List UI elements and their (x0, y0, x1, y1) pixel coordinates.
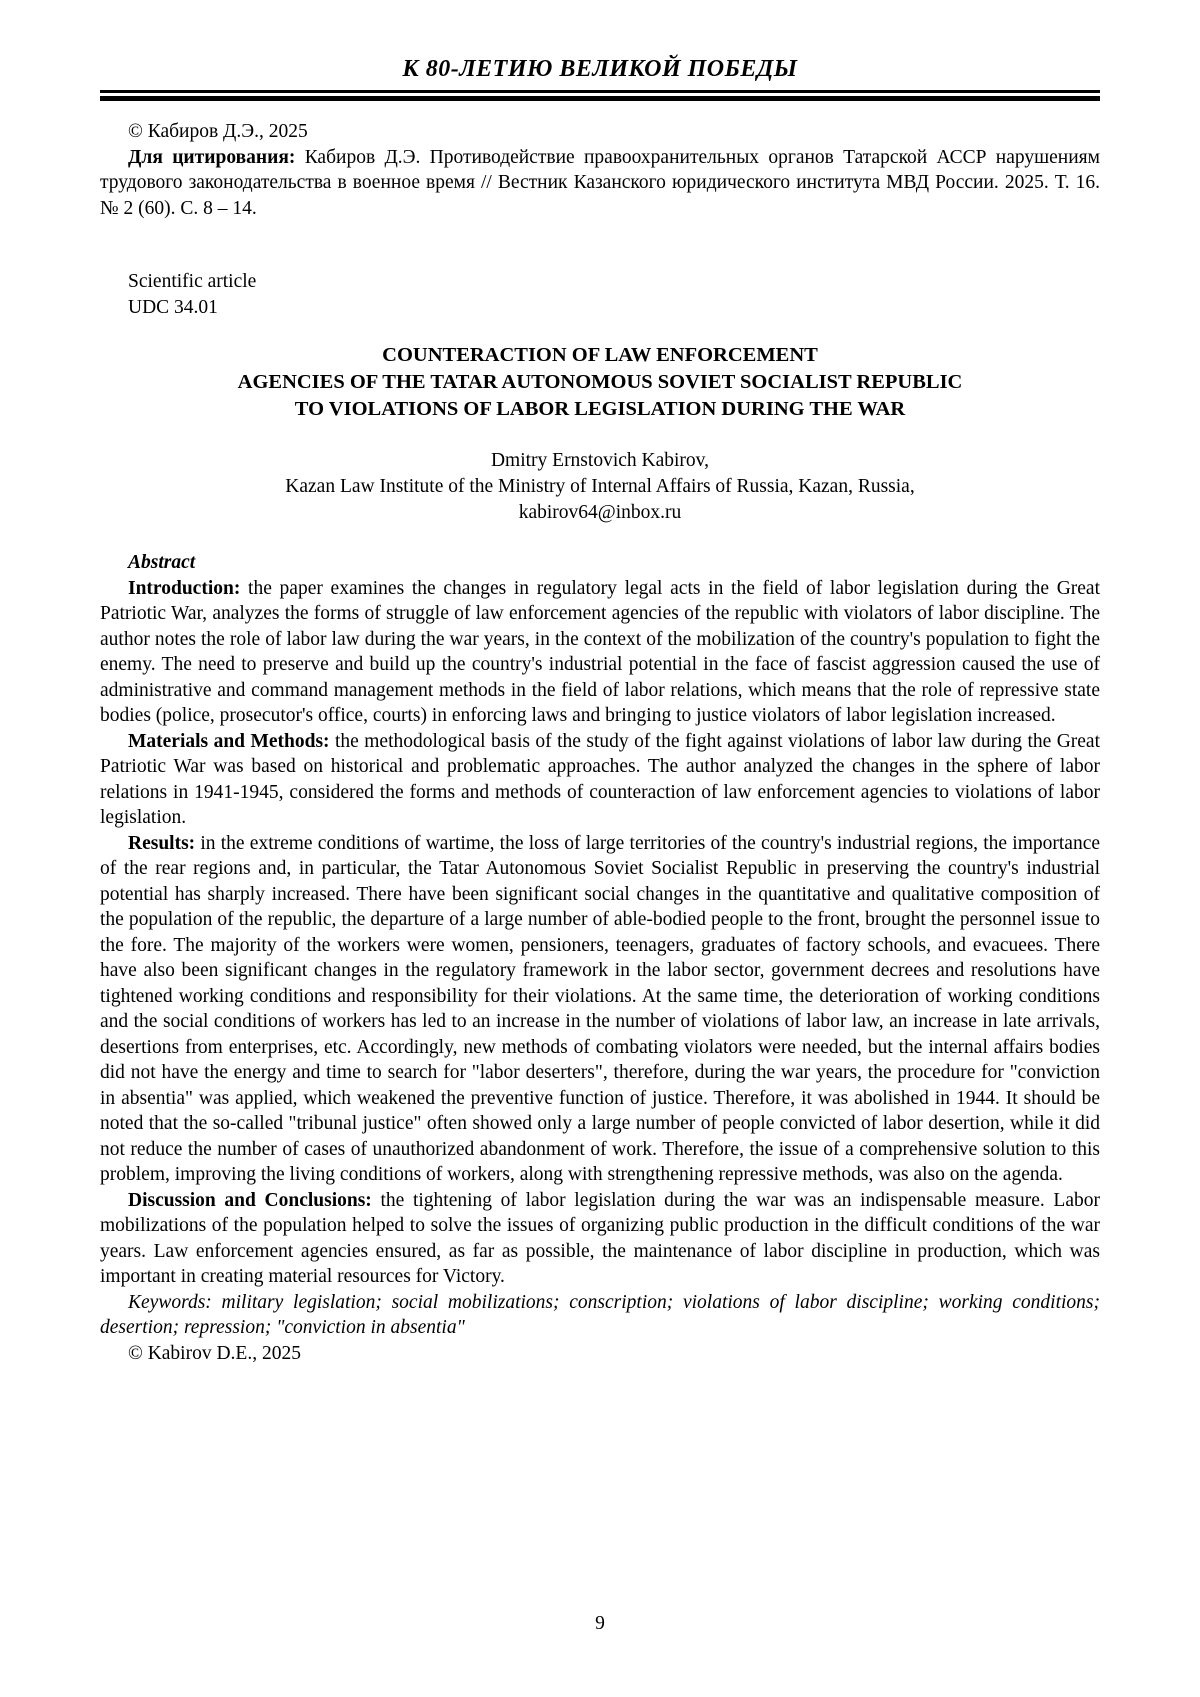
citation-text: Кабиров Д.Э. Противодействие правоохранительных органов Татарской АССР нарушениям трудового законодательства в военное время // Вестник Казанского юридического института МВД России. 2025. Т. 16. № 2 (60). С. 8 – 14. (100, 146, 1100, 219)
copyright-line-ru: © Кабиров Д.Э., 2025 (128, 121, 308, 142)
materials-methods-label: Materials and Methods: (128, 730, 330, 752)
abstract-heading: Abstract (128, 552, 196, 573)
page-number: 9 (595, 1613, 605, 1634)
results-label: Results: (128, 832, 196, 854)
article-title-line-1: COUNTERACTION OF LAW ENFORCEMENT (382, 344, 818, 366)
author-block (100, 448, 1100, 526)
author-email: kabirov64@inbox.ru (518, 502, 682, 523)
results-text: in the extreme conditions of wartime, the loss of large territories of the country's industrial regions, the importance of the rear regions and, in particular, the Tatar Autonomous Soviet Socialist Republic in preserving the country's industrial potential has sharply increased. There have been significant social changes in the quantitative and qualitative composition of the population of the republic, the departure of a large number of able-bodied people to the front, brought the personnel issue to the fore. The majority of the workers were women, pensioners, teenagers, graduates of factory schools, and evacuees. There have also been significant changes in the regulatory framework in the labor sector, government decrees and resolutions have tightened working conditions and responsibility for their violations. At the same time, the deterioration of working conditions and the social conditions of workers has led to an increase in the number of violations of labor law, an increase in late arrivals, desertions from enterprises, etc. Accordingly, new methods of combating violators were needed, but the internal affairs bodies did not have the energy and time to search for "labor deserters", therefore, during the war years, the procedure for "conviction in absentia" was applied, which weakened the preventive function of justice. Therefore, it was abolished in 1944. It should be noted that the so-called "tribunal justice" often showed only a large number of people convicted of labor desertion, while it did not reduce the number of cases of unauthorized abandonment of work. Therefore, the issue of a comprehensive solution to this problem, improving the living conditions of workers, along with strengthening repressive methods, was also on the agenda. (100, 832, 1101, 1185)
citation-paragraph (100, 145, 1100, 222)
abstract-introduction (100, 576, 1100, 729)
discussion-conclusions-text: the tightening of labor legislation during the war was an indispensable measure. Labor mobilizations of the population helped to solve the issues of organizing public production in the difficult conditions of the war years. Law enforcement agencies ensured, as far as possible, the maintenance of labor discipline in production, which was important in creating material resources for Victory. (100, 1189, 1100, 1287)
article-type: Scientific article (128, 271, 257, 292)
keywords-text: military legislation; social mobilizations; conscription; violations of labor discipline; working conditions; desertion; repression; "conviction in absentia" (100, 1291, 1100, 1338)
citation-label: Для цитирования: (128, 146, 296, 168)
discussion-conclusions-label: Discussion and Conclusions: (128, 1189, 372, 1211)
abstract-materials-methods (100, 729, 1100, 831)
article-title-line-3: TO VIOLATIONS OF LABOR LEGISLATION DURING THE WAR (294, 398, 906, 420)
udc-code: UDC 34.01 (128, 296, 218, 318)
introduction-label: Introduction: (128, 577, 241, 599)
author-affiliation: Kazan Law Institute of the Ministry of Internal Affairs of Russia, Kazan, Russia, (285, 476, 915, 497)
materials-methods-text: the methodological basis of the study of the fight against violations of labor law during the Great Patriotic War was based on historical and problematic approaches. The author analyzed the changes in the sphere of labor relations in 1941-1945, considered the forms and methods of counteraction of law enforcement agencies to violations of labor legislation. (100, 730, 1101, 828)
header-divider (100, 90, 1100, 101)
introduction-text: the paper examines the changes in regulatory legal acts in the field of labor legislation during the Great Patriotic War, analyzes the forms of struggle of law enforcement agencies of the republic with violators of labor discipline. The author notes the role of labor law during the war years, in the context of the mobilization of the country's population to fight the enemy. The need to preserve and build up the country's industrial potential in the face of fascist aggression caused the use of administrative and command management methods in the field of labor relations, which means that the role of repressive state bodies (police, prosecutor's office, courts) in enforcing laws and bringing to justice violators of labor legislation increased. (100, 577, 1101, 726)
keywords-paragraph (100, 1290, 1100, 1341)
article-title-line-2: AGENCIES OF THE TATAR AUTONOMOUS SOVIET SOCIALIST REPUBLIC (237, 371, 963, 393)
running-head-title: К 80-ЛЕТИЮ ВЕЛИКОЙ ПОБЕДЫ (402, 56, 798, 82)
abstract-discussion-conclusions (100, 1188, 1100, 1290)
author-name: Dmitry Ernstovich Kabirov, (490, 450, 710, 471)
abstract-results (100, 831, 1100, 1188)
keywords-label: Keywords: (128, 1291, 212, 1313)
copyright-line-en: © Kabirov D.E., 2025 (128, 1342, 301, 1364)
article-title (100, 342, 1100, 423)
